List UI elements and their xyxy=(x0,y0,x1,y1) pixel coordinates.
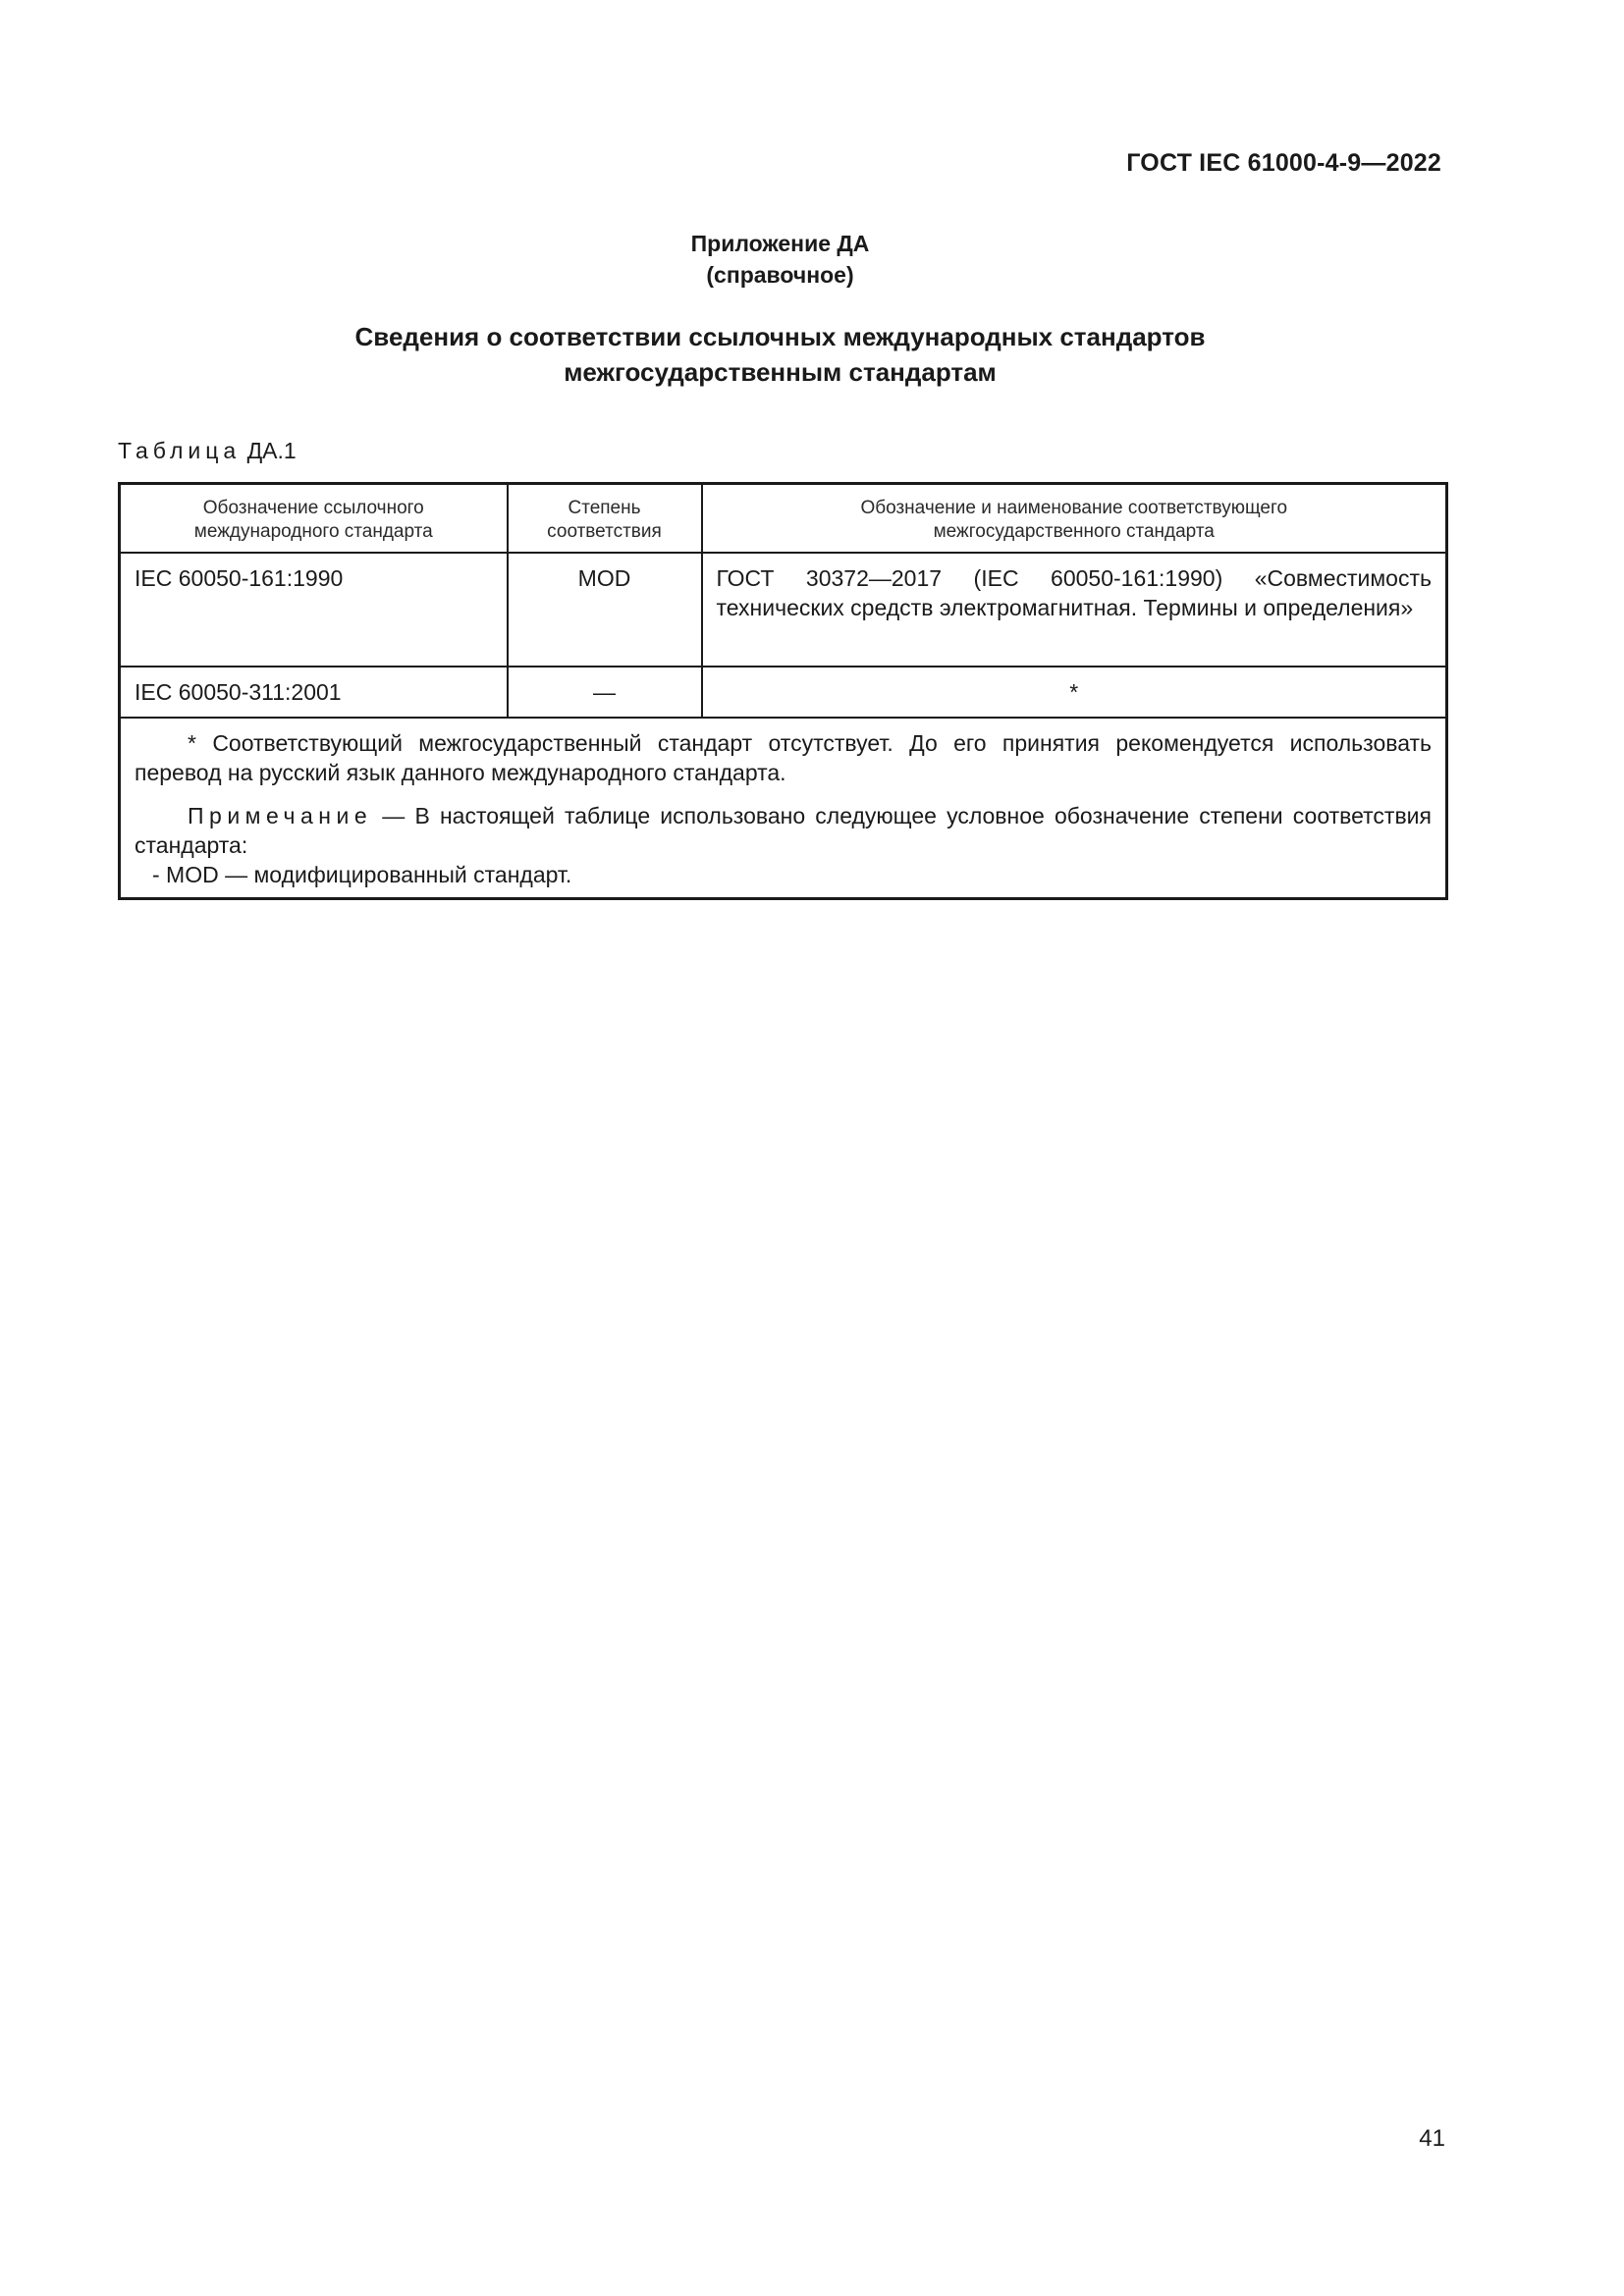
note-label: Примечание xyxy=(188,803,373,828)
header-degree-line-2: соответствия xyxy=(547,521,662,542)
table-row xyxy=(120,553,1447,667)
standards-correspondence-table xyxy=(118,482,1448,900)
cell-national-standard: ГОСТ 30372—2017 (IEC 60050-161:1990) «Совместимость технических средств электромагнитная. Термины и определения» xyxy=(702,553,1447,667)
header-reference-standard-line-1: Обозначение ссылочного xyxy=(202,498,424,518)
document-code: ГОСТ IEC 61000-4-9—2022 xyxy=(1126,149,1441,177)
note-text: — В настоящей таблице использовано следующее условное обозначение степени соответствия стандарта: xyxy=(135,803,1432,858)
header-reference-standard-line-2: международного стандарта xyxy=(193,521,433,542)
table-caption xyxy=(118,438,297,464)
page-number: 41 xyxy=(1419,2125,1445,2152)
appendix-subtitle: (справочное) xyxy=(706,262,854,288)
table-note xyxy=(135,801,1432,860)
table-notes-cell xyxy=(120,718,1447,899)
cell-reference-standard: IEC 60050-311:2001 xyxy=(120,667,508,718)
section-title-line-1: Сведения о соответствии ссылочных международных стандартов xyxy=(354,322,1206,351)
table-footnote: * Соответствующий межгосударственный стандарт отсутствует. До его принятия рекомендуется использовать перевод на русский язык данного международного стандарта. xyxy=(135,730,1432,785)
note-list-item: - MOD — модифицированный стандарт. xyxy=(152,862,572,887)
table-caption-number: ДА.1 xyxy=(246,438,297,463)
cell-degree: MOD xyxy=(508,553,702,667)
cell-reference-standard: IEC 60050-161:1990 xyxy=(120,553,508,667)
header-degree-of-correspondence xyxy=(508,484,702,554)
section-title-line-2: межгосударственным стандартам xyxy=(564,357,997,387)
header-reference-standard xyxy=(120,484,508,554)
header-national-standard-line-2: межгосударственного стандарта xyxy=(933,521,1215,542)
section-title xyxy=(0,319,1560,390)
cell-national-standard: * xyxy=(702,667,1447,718)
header-national-standard xyxy=(702,484,1447,554)
header-degree-line-1: Степень xyxy=(568,498,641,518)
appendix-heading xyxy=(0,228,1560,291)
table-header-row xyxy=(120,484,1447,554)
appendix-title: Приложение ДА xyxy=(690,231,870,256)
table-caption-word: Таблица xyxy=(118,438,242,463)
table-notes-row xyxy=(120,718,1447,899)
cell-degree: — xyxy=(508,667,702,718)
table-row xyxy=(120,667,1447,718)
header-national-standard-line-1: Обозначение и наименование соответствующего xyxy=(860,498,1288,518)
